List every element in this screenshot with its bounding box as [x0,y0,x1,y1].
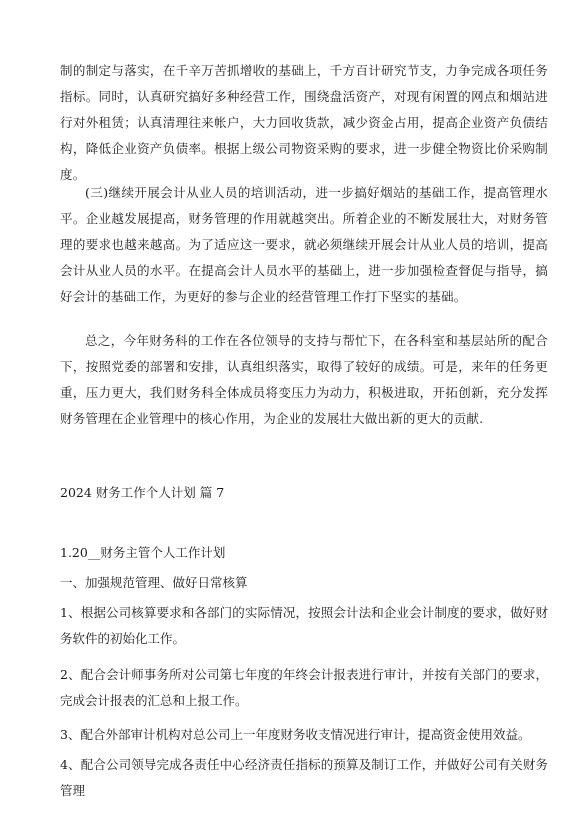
list-item: 1、根据公司核算要求和各部门的实际情况，按照会计法和企业会计制度的要求，做好财务软件的初始化工作。 [60,605,548,646]
paragraph-training: (三)继续开展会计从业人员的培训活动，进一步搞好烟站的基础工作，提高管理水平。企业越发展提高，财务管理的作用就越突出。所着企业的不断发展壮大，对财务管理的要求也越来越高。为了适应这一要求，就必须继续开展会计从业人员的培训，提高会计从业人员的水平。在提高会计人员水平的基础上，进一步加强检查督促与指导，搞好会计的基础工作，为更好的参与企业的经营管理工作打下坚实的基础。 [60,185,548,304]
plan-subtitle: 1.20__财务主管个人工作计划 [60,545,226,560]
list-item: 3、配合外部审计机构对总公司上一年度财务收支情况进行审计，提高资金使用效益。 [60,727,531,742]
paragraph-continuation: 制的制定与落实，在千辛万苦抓增收的基础上，千方百计研究节支，力争完成各项任务指标。同时，认真研究搞好多种经营工作，围绕盘活资产，对现有闲置的网点和烟站进行对外租赁；认真清理往来帐户，大力回收货款，减少资金占用，提高企业资产负债结构，降低企业资产负债率。根据上级公司物资采购的要求，进一步健全物资比价采购制度。 [60,63,548,182]
paragraph-conclusion: 总之，今年财务科的工作在各位领导的支持与帮忙下，在各科室和基层站所的配合下，按照党委的部署和安排，认真组织落实，取得了较好的成绩。可是，来年的任务更重，压力更大，我们财务科全体成员将变压力为动力，积极进取，开拓创新，充分发挥财务管理在企业管理中的核心作用，为企业的发展壮大做出新的更大的贡献. [60,333,548,426]
list-item: 4、配合公司领导完成各责任中心经济责任指标的预算及制订工作，并做好公司有关财务管理 [60,757,548,798]
list-item: 2、配合会计师事务所对公司第七年度的年终会计报表进行审计，并按有关部门的要求，完成会计报表的汇总和上报工作。 [60,667,548,708]
section-title: 2024 财务工作个人计划 篇 7 [60,485,225,500]
heading-standardize-management: 一、加强规范管理、做好日常核算 [60,575,248,590]
